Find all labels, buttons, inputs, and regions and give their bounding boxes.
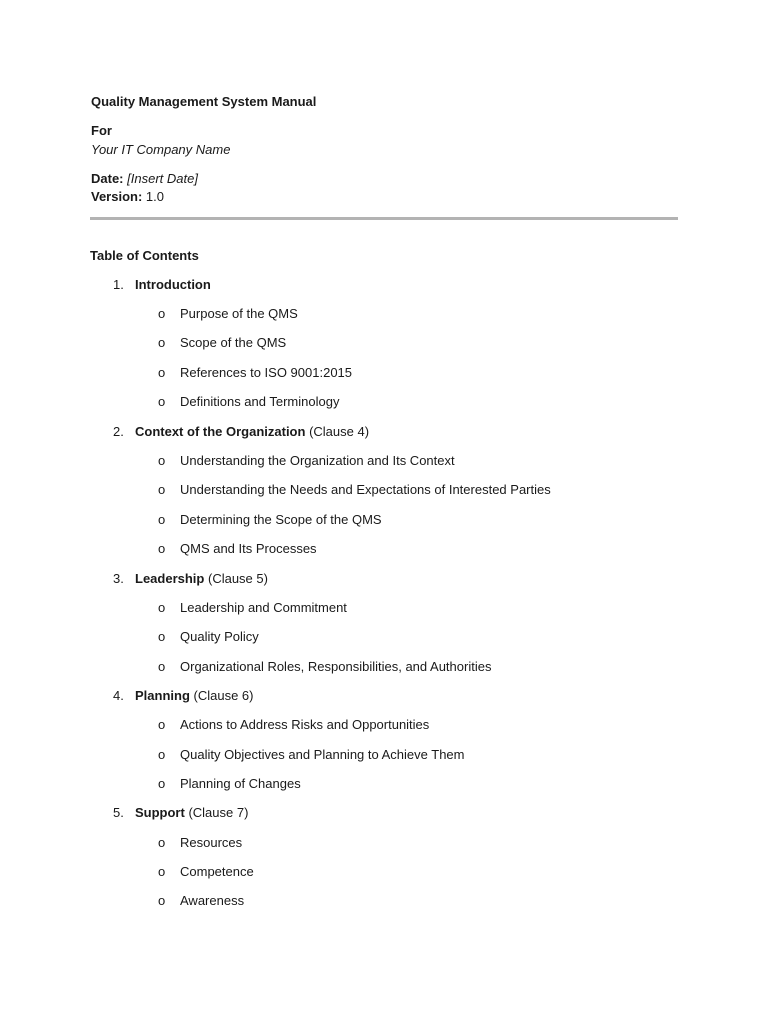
bullet-icon: o (158, 394, 166, 409)
bullet-icon: o (158, 512, 166, 527)
bullet-icon: o (158, 453, 166, 468)
section-clause: (Clause 4) (309, 424, 370, 439)
bullet-icon: o (158, 776, 166, 791)
toc-item (158, 893, 244, 909)
bullet-icon: o (158, 835, 166, 850)
version-line (91, 189, 164, 205)
toc-section-4 (113, 688, 253, 704)
section-number: 3. (113, 571, 124, 586)
toc-item-label: Planning of Changes (180, 776, 301, 791)
date-value: [Insert Date] (127, 171, 198, 186)
bullet-icon: o (158, 600, 166, 615)
for-label: For (91, 123, 112, 138)
toc-item-label: Competence (180, 864, 254, 879)
section-number: 4. (113, 688, 124, 703)
toc-section-3 (113, 571, 268, 587)
toc-item-label: Awareness (180, 893, 245, 908)
section-clause: (Clause 5) (207, 571, 268, 586)
toc-item (158, 482, 551, 498)
section-title: Introduction (135, 277, 211, 292)
toc-item (158, 600, 347, 616)
toc-section-5 (113, 805, 248, 821)
toc-item-label: References to ISO 9001:2015 (180, 365, 353, 380)
toc-item-label: Organizational Roles, Responsibilities, and Authorities (180, 659, 492, 674)
toc-item-label: Actions to Address Risks and Opportunities (180, 717, 430, 732)
toc-item-label: Quality Objectives and Planning to Achieve Them (180, 747, 465, 762)
bullet-icon: o (158, 629, 166, 644)
document-title: Quality Management System Manual (91, 94, 317, 109)
section-clause: (Clause 7) (188, 805, 249, 820)
toc-item (158, 629, 259, 645)
bullet-icon: o (158, 365, 166, 380)
toc-item-label: Understanding the Organization and Its Context (180, 453, 455, 468)
toc-heading: Table of Contents (90, 248, 199, 263)
bullet-icon: o (158, 864, 166, 879)
version-label: Version: (91, 189, 143, 204)
toc-item (158, 776, 301, 792)
toc-item (158, 306, 298, 322)
toc-item-label: Determining the Scope of the QMS (180, 512, 382, 527)
toc-item-label: Leadership and Commitment (180, 600, 347, 615)
toc-item-label: Resources (180, 835, 243, 850)
toc-item (158, 717, 429, 733)
toc-item (158, 453, 455, 469)
toc-item-label: Scope of the QMS (180, 335, 287, 350)
bullet-icon: o (158, 335, 166, 350)
date-label: Date: (91, 171, 124, 186)
toc-item (158, 864, 254, 880)
bullet-icon: o (158, 893, 166, 908)
section-number: 1. (113, 277, 124, 292)
date-line (91, 171, 198, 187)
toc-section-2 (113, 424, 369, 440)
horizontal-rule (90, 217, 678, 220)
toc-item-label: Quality Policy (180, 629, 259, 644)
toc-item (158, 365, 352, 381)
section-title: Support (135, 805, 185, 820)
toc-item-label: QMS and Its Processes (180, 541, 317, 556)
bullet-icon: o (158, 659, 166, 674)
toc-item-label: Purpose of the QMS (180, 306, 298, 321)
toc-item-label: Understanding the Needs and Expectations of Interested Parties (180, 482, 551, 497)
toc-item (158, 394, 339, 410)
bullet-icon: o (158, 747, 166, 762)
version-value: 1.0 (145, 189, 164, 204)
bullet-icon: o (158, 541, 166, 556)
toc-item (158, 335, 286, 351)
section-title: Context of the Organization (135, 424, 306, 439)
section-number: 5. (113, 805, 124, 820)
toc-item-label: Definitions and Terminology (180, 394, 340, 409)
company-name: Your IT Company Name (91, 142, 231, 157)
section-number: 2. (113, 424, 124, 439)
section-clause: (Clause 6) (193, 688, 254, 703)
section-title: Leadership (135, 571, 205, 586)
toc-item (158, 747, 464, 763)
bullet-icon: o (158, 482, 166, 497)
toc-item (158, 512, 382, 528)
bullet-icon: o (158, 717, 166, 732)
toc-section-1 (113, 277, 211, 293)
section-title: Planning (135, 688, 190, 703)
bullet-icon: o (158, 306, 166, 321)
toc-item (158, 835, 242, 851)
toc-item (158, 541, 317, 557)
toc-item (158, 659, 491, 675)
